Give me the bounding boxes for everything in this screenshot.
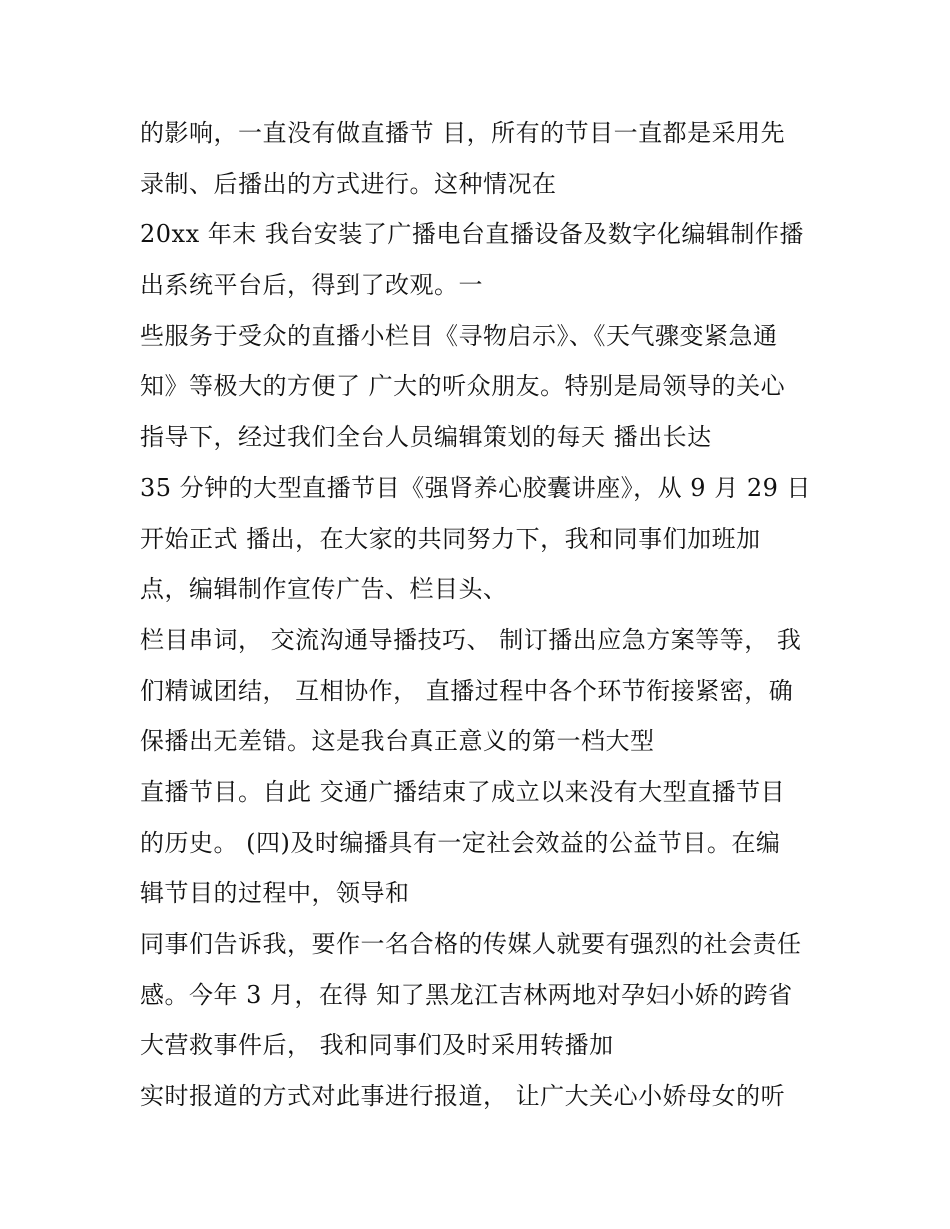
text-line: 直播节目。自此 交通广播结束了成立以来没有大型直播节目 [140,777,786,806]
text-line: 些服务于受众的直播小栏目《寻物启示》、《天气骤变紧急通 [140,321,778,350]
text-line: 栏目串词， 交流沟通导播技巧、 制订播出应急方案等等， 我 [140,625,802,654]
text-line: 出系统平台后，得到了改观。一 [140,271,483,300]
text-line: 录制、后播出的方式进行。这种情况在 [140,169,557,198]
text-line: 的历史。 (四)及时编播具有一定社会效益的公益节目。在编 [140,828,781,857]
text-line: 指导下，经过我们全台人员编辑策划的每天 播出长达 [140,423,712,452]
body-text [140,108,830,1122]
text-line: 感。今年 3 月，在得 知了黑龙江吉林两地对孕妇小娇的跨省 [140,980,793,1009]
text-line: 的影响，一直没有做直播节 目，所有的节目一直都是采用先 [140,119,786,147]
text-line: 们精诚团结， 互相协作， 直播过程中各个环节衔接紧密，确 [140,676,794,705]
text-line: 同事们告诉我，要作一名合格的传媒人就要有强烈的社会责任 [140,930,802,958]
text-line: 知》等极大的方便了 广大的听众朋友。特别是局领导的关心 [140,372,786,401]
text-line: 实时报道的方式对此事进行报道， 让广大关心小娇母女的听 [140,1082,786,1111]
text-line: 点，编辑制作宣传广告、栏目头、 [140,575,508,604]
text-line: 保播出无差错。这是我台真正意义的第一档大型 [140,727,655,756]
text-line: 大营救事件后， 我和同事们及时采用转播加 [140,1031,614,1060]
text-line: 辑节目的过程中，领导和 [140,879,410,908]
text-line: 20xx 年末 我台安装了广播电台直播设备及数字化编辑制作播 [140,220,804,249]
text-line: 35 分钟的大型直播节目《强肾养心胶囊讲座》，从 9 月 29 日 [140,473,811,502]
text-line: 开始正式 播出，在大家的共同努力下，我和同事们加班加 [140,524,761,553]
